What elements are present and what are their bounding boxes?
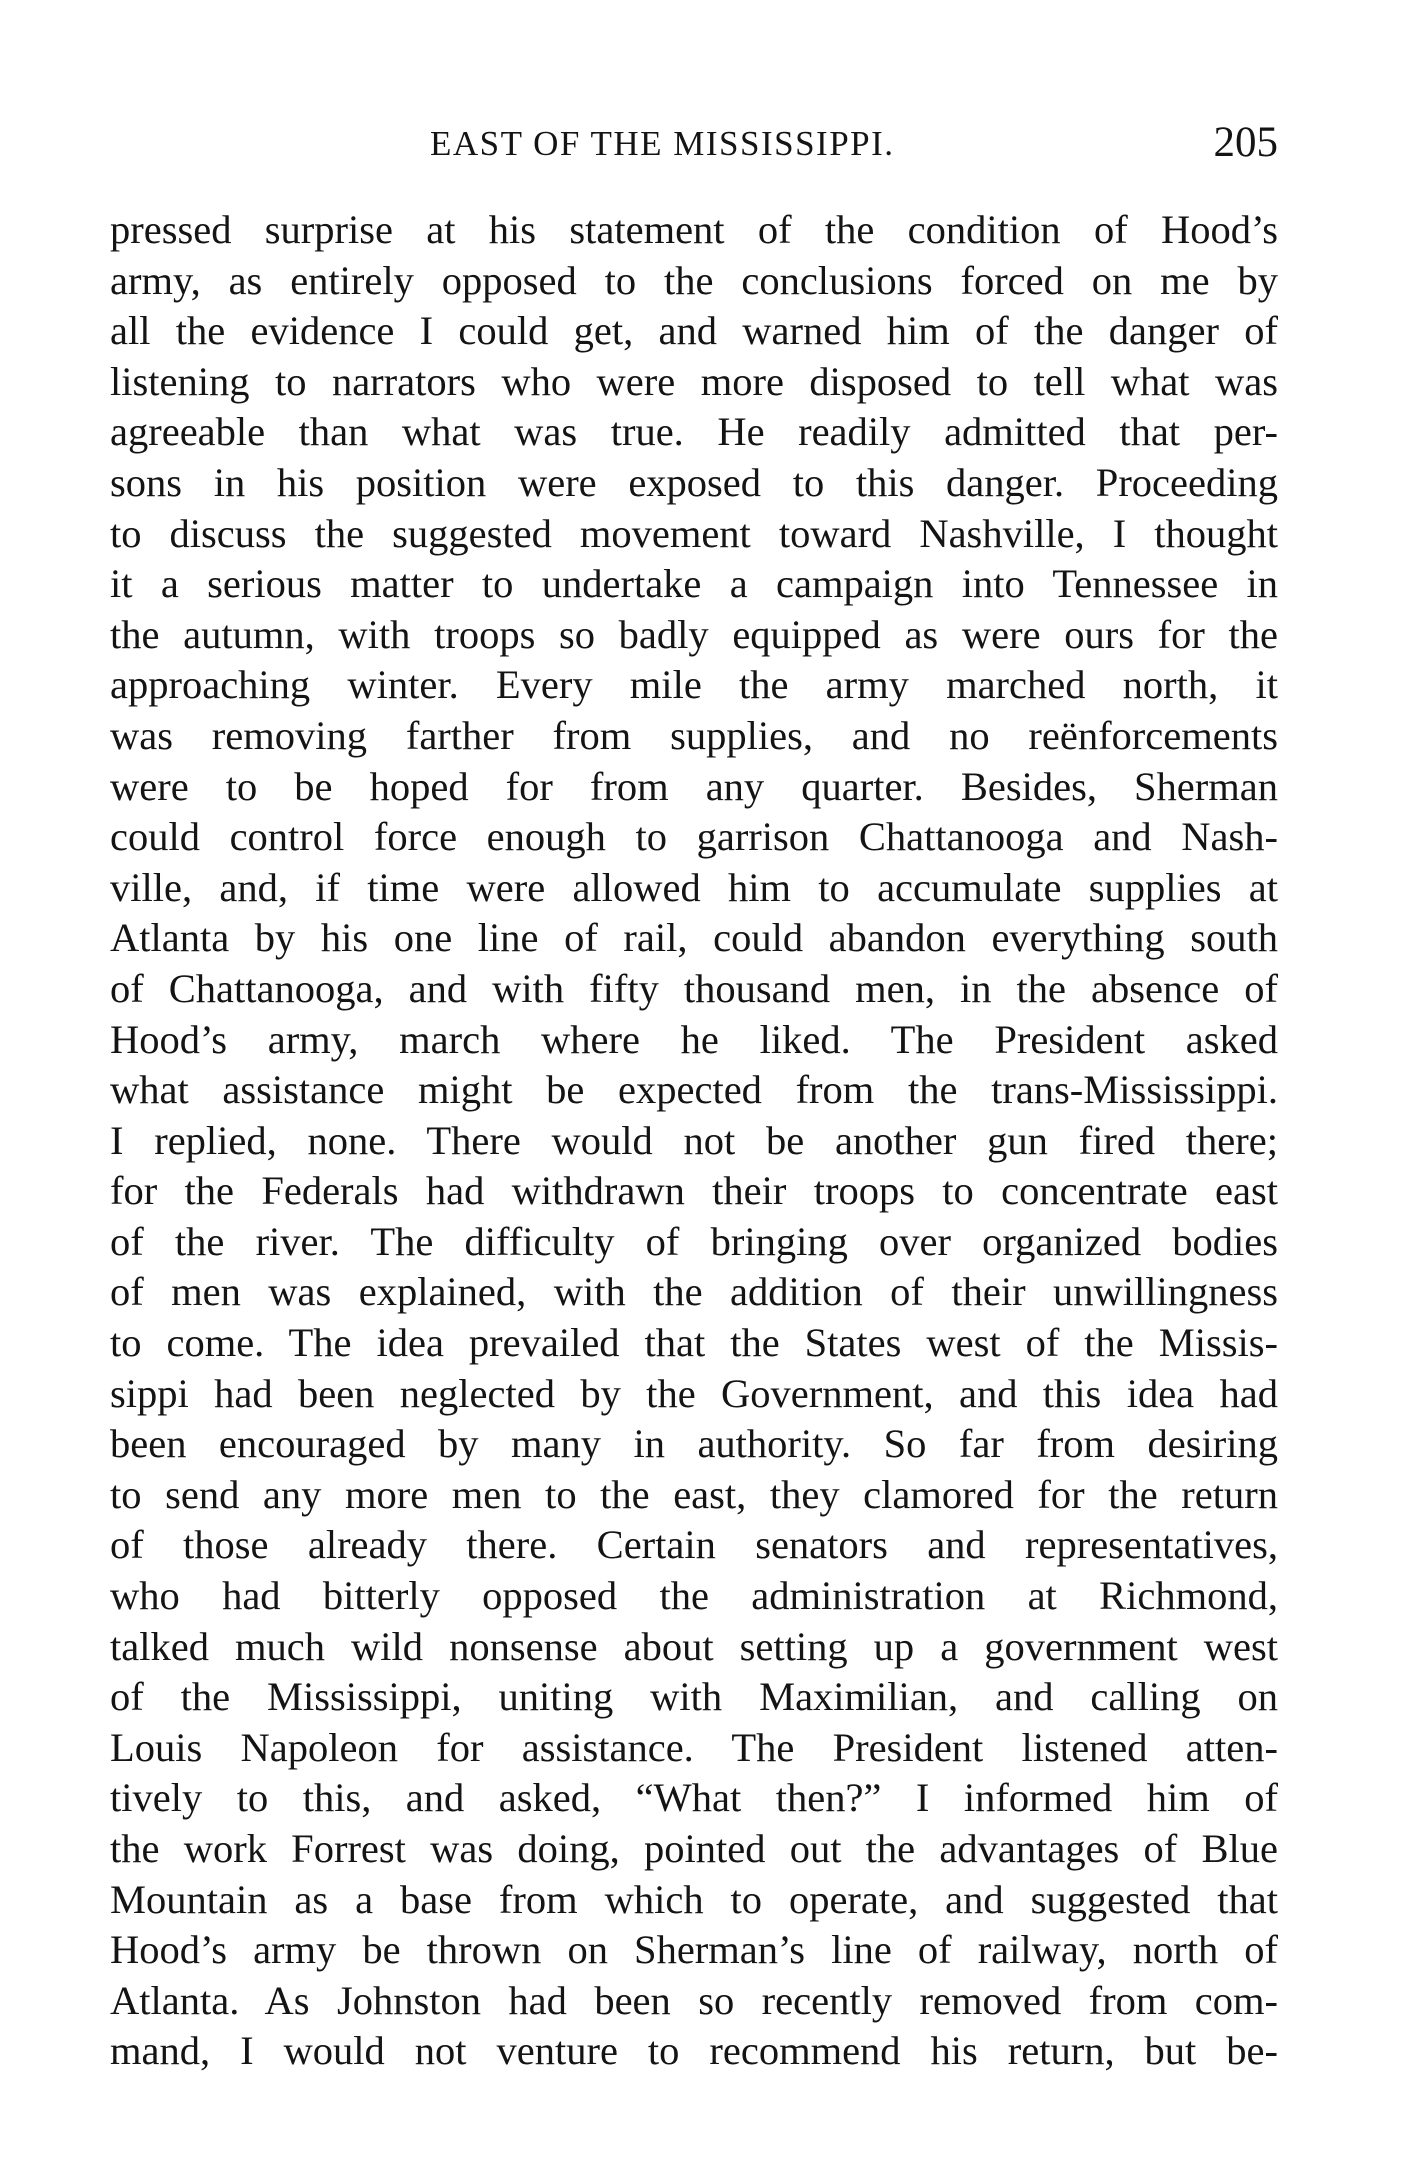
text-line: sippi had been neglected by the Government, and this idea had <box>110 1370 1278 1416</box>
running-title: EAST OF THE MISSISSIPPI. <box>430 124 895 163</box>
text-line: of the Mississippi, uniting with Maximilian, and calling on <box>110 1674 1278 1720</box>
page-header <box>110 118 1278 178</box>
text-line: talked much wild nonsense about setting up a government west <box>110 1623 1278 1669</box>
text-line: was removing farther from supplies, and no reënforcements <box>110 712 1278 758</box>
text-line: sons in his position were exposed to this danger. Proceeding <box>110 459 1278 505</box>
text-line: Louis Napoleon for assistance. The President listened atten- <box>110 1724 1278 1770</box>
text-line: were to be hoped for from any quarter. Besides, Sherman <box>110 763 1278 809</box>
text-line: listening to narrators who were more disposed to tell what was <box>110 358 1278 404</box>
text-line: I replied, none. There would not be another gun fired there; <box>110 1117 1278 1163</box>
text-line: could control force enough to garrison Chattanooga and Nash- <box>110 814 1278 860</box>
text-line: mand, I would not venture to recommend his return, but be- <box>110 2028 1278 2074</box>
text-line: of men was explained, with the addition of their unwillingness <box>110 1269 1278 1315</box>
text-line: the work Forrest was doing, pointed out the advantages of Blue <box>110 1826 1278 1871</box>
text-line: it a serious matter to undertake a campaign into Tennessee in <box>110 561 1278 607</box>
text-line: for the Federals had withdrawn their troops to concentrate east <box>110 1168 1278 1214</box>
text-line: approaching winter. Every mile the army marched north, it <box>110 662 1278 708</box>
page-number: 205 <box>1213 119 1278 166</box>
text-line: what assistance might be expected from the trans-Mississippi. <box>110 1067 1278 1113</box>
text-line: Hood’s army be thrown on Sherman’s line of railway, north of <box>110 1927 1278 1973</box>
text-line: to send any more men to the east, they clamored for the return <box>110 1471 1278 1517</box>
text-line: the autumn, with troops so badly equipped as were ours for the <box>110 611 1278 657</box>
text-line: Mountain as a base from which to operate, and suggested that <box>110 1876 1278 1922</box>
text-line: Atlanta by his one line of rail, could abandon everything south <box>110 915 1278 961</box>
text-line: of Chattanooga, and with fifty thousand men, in the absence of <box>110 965 1278 1011</box>
text-line: all the evidence I could get, and warned him of the danger of <box>110 308 1278 354</box>
text-line: agreeable than what was true. He readily admitted that per- <box>110 409 1278 455</box>
text-line: been encouraged by many in authority. So far from desiring <box>110 1421 1278 1467</box>
text-line: of those already there. Certain senators and representatives, <box>110 1522 1278 1568</box>
text-line: tively to this, and asked, “What then?” I informed him of <box>110 1775 1278 1821</box>
text-line: pressed surprise at his statement of the condition of Hood’s <box>110 207 1278 252</box>
text-line: Atlanta. As Johnston had been so recently removed from com- <box>110 1977 1278 2023</box>
text-line: who had bitterly opposed the administration at Richmond, <box>110 1573 1278 1619</box>
text-line: of the river. The difficulty of bringing over organized bodies <box>110 1218 1278 1264</box>
body-text <box>110 205 1278 2077</box>
text-line: army, as entirely opposed to the conclusions forced on me by <box>110 257 1278 303</box>
text-line: to come. The idea prevailed that the States west of the Missis- <box>110 1320 1278 1366</box>
text-line: ville, and, if time were allowed him to accumulate supplies at <box>110 864 1278 910</box>
text-line: Hood’s army, march where he liked. The President asked <box>110 1016 1278 1062</box>
text-line: to discuss the suggested movement toward Nashville, I thought <box>110 510 1278 556</box>
